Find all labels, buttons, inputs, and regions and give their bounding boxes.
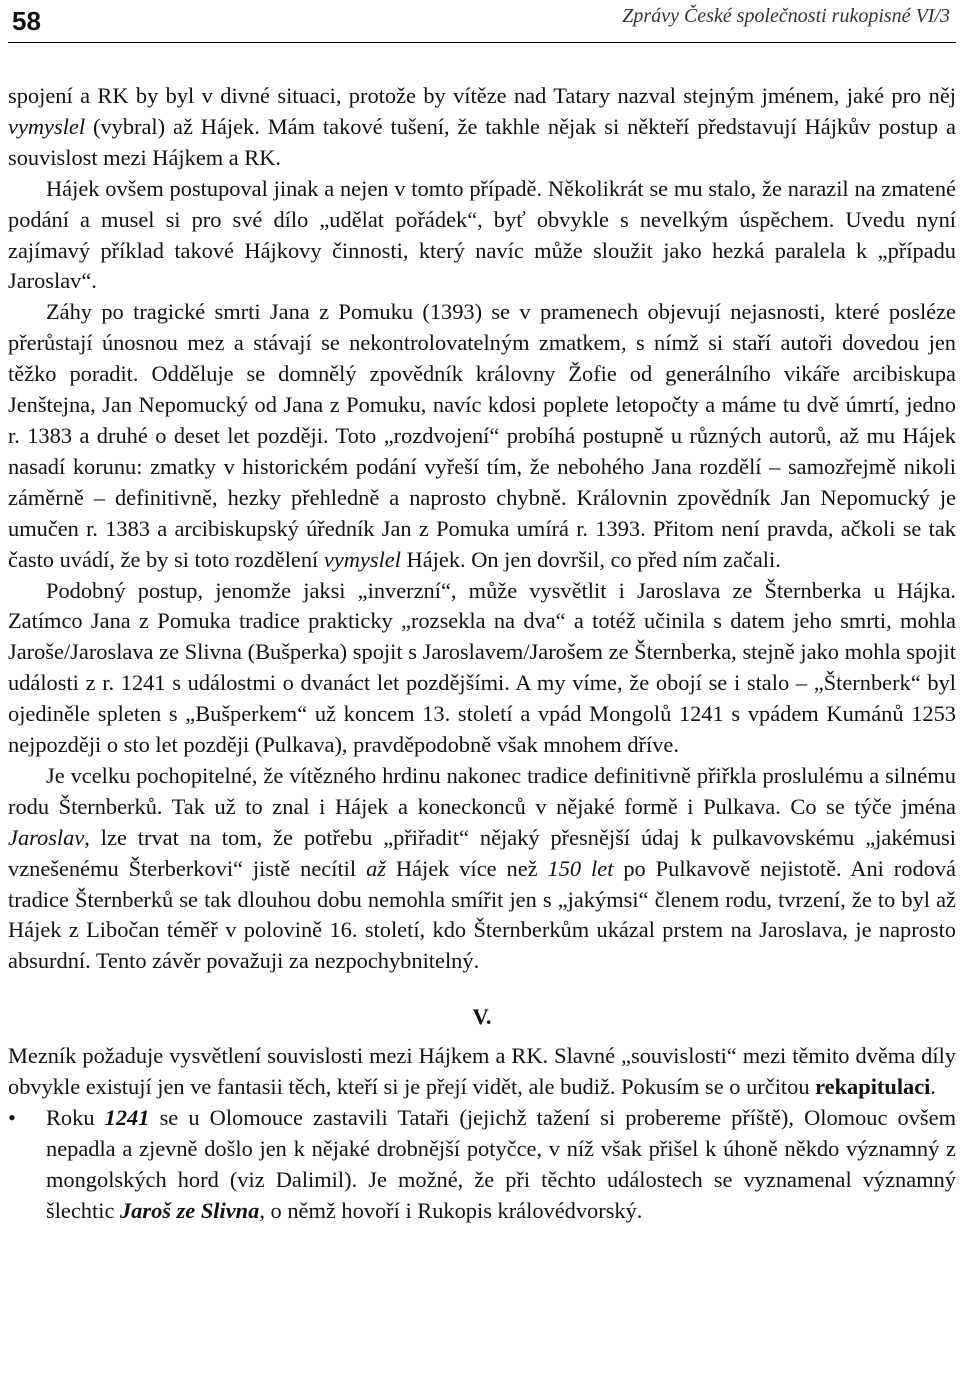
emphasis-vymyslel-2: vymyslel [323,546,401,572]
emphasis-vymyslel: vymyslel [8,113,86,139]
body-text [8,81,956,1227]
emphasis-jaroslav: Jaroslav [8,824,85,850]
emphasis-rekapitulaci: rekapitulaci [815,1074,931,1100]
bullet-item: • Roku 1241 se u Olomouce zastavili Tataři (jejichž tažení si probereme příště), Olomouc ovšem nepadla a zjevně došlo jen k nějaké drobnější potyčce, v níž však přišel k úhoně někdo významný z mongolských hord (viz Dalimil). Je možné, že při těchto událostech se vyznamenal významný šlechtic Jaroš ze Slivna, o němž hovoří i Rukopis královédvorský. [8,1105,956,1223]
running-title: Zprávy České společnosti rukopisné VI/3 [622,5,950,27]
paragraph-3: Záhy po tragické smrti Jana z Pomuku (1393) se v pramenech objevují nejasnosti, které posléze přerůstají únosnou mez a stávají se nekontrolovatelným zmatkem, s nímž si staří autoři dovedou jen těžko poradit. Odděluje se domnělý zpovědník královny Žofie od generálního vikáře arcibiskupa Jenštejna, Jan Nepomucký od Jana z Pomuku, navíc kdosi poplete letopočty a máme tu dvě úmrtí, jedno r. 1383 a druhé o deset let později. Toto „rozdvojení“ probíhá postupně u různých autorů, až mu Hájek nasadí korunu: zmatky v historickém podání vyřeší tím, že nebohého Jana rozdělí – samozřejmě nikoli záměrně – definitivně, hezky přehledně a naprosto chybně. Královnin zpovědník Jan Nepomucký je umučen r. 1383 a arcibiskupský úředník Jan z Pomuka umírá r. 1393. Přitom není pravda, ačkoli se tak často uvádí, že by si toto rozdělení vymyslel Hájek. On jen dovršil, co před ním začali. [8,299,956,572]
emphasis-az: až [366,855,386,881]
emphasis-jaros-ze-slivna: Jaroš ze Slivna [119,1197,260,1223]
page-header [8,0,956,43]
paragraph-4: Podobný postup, jenomže jaksi „inverzní“, může vysvětlit i Jaroslava ze Šternberka u Hájka. Zatímco Jana z Pomuka tradice prakticky „rozsekla na dva“ a totéž učinila s datem jeho smrti, mohla Jaroše/Jaroslava ze Slivna (Bušperka) spojit s Jaroslavem/Jarošem ze Šternberka, stejně jako mohla spojit události z r. 1241 s událostmi o dvanáct let pozdějšími. A my víme, že obojí se i stalo – „Šternberk“ byl ojediněle spleten s „Bušperkem“ už koncem 13. století a vpád Mongolů 1241 s vpádem Kumánů 1253 nejpozději o sto let později (Pulkava), pravděpodobně však mnohem dříve. [8,577,956,758]
paragraph-6: Mezník požaduje vysvětlení souvislosti mezi Hájkem a RK. Slavné „souvislosti“ mezi těmito dvěma díly obvykle existují jen ve fantasii těch, kteří si je přejí vidět, ale budiž. Pokusím se o určitou rekapitulaci. [8,1043,956,1100]
section-heading: V. [472,1004,492,1030]
bullet-icon: • [8,1105,16,1130]
paragraph-1: spojení a RK by byl v divné situaci, protože by vítěze nad Tatary nazval stejným jménem, jaké pro něj vymyslel (vybral) až Hájek. Mám takové tušení, že takhle nějak si někteří představují Hájkův postup a souvislost mezi Hájkem a RK. [8,83,956,170]
page-number: 58 [12,6,41,36]
emphasis-150-let: 150 let [547,855,614,881]
paragraph-5: Je vcelku pochopitelné, že vítězného hrdinu nakonec tradice definitivně přiřkla proslulému a silnému rodu Šternberků. Tak už to znal i Hájek a koneckonců v nějaké formě i Pulkava. Co se týče jména Jaroslav, lze trvat na tom, že potřebu „přiřadit“ nějaký přesnější údaj k pulkavovskému „jakémusi vznešenému Šterberkovi“ jistě necítil až Hájek více než 150 let po Pulkavově nejistotě. Ani rodová tradice Šternberků se tak dlouhou dobu nemohla smířit jen s „jakýmsi“ členem rodu, tvrzení, že to byl až Hájek z Libočan téměř v polovině 16. století, kdo Šternberkům ukázal prstem na Jaroslava, je naprosto absurdní. Tento závěr považuji za nezpochybnitelný. [8,762,956,974]
emphasis-1241: 1241 [104,1105,150,1130]
paragraph-2: Hájek ovšem postupoval jinak a nejen v tomto případě. Několikrát se mu stalo, že narazil na zmatené podání a musel si pro své dílo „udělat pořádek“, byť obvykle s nevelkým úspěchem. Uvedu nyní zajímavý příklad takové Hájkovy činnosti, který navíc může sloužit jako hezká paralela k „případu Jaroslav“. [8,175,956,294]
